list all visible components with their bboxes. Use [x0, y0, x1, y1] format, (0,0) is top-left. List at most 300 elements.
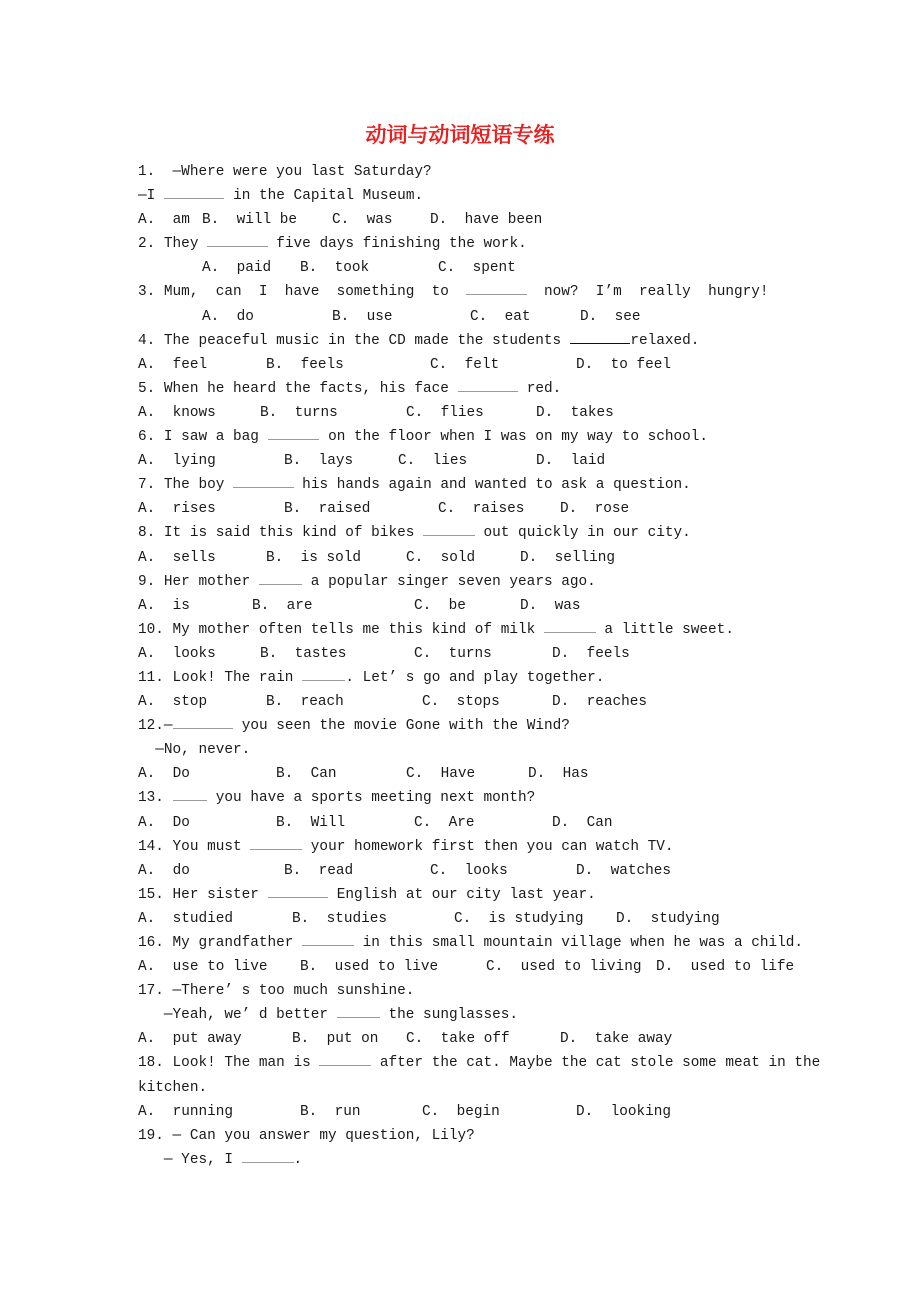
option-d [528, 762, 588, 786]
option-text: lays [318, 453, 354, 470]
option-d [576, 353, 671, 377]
option-d [552, 642, 630, 666]
option-c [438, 256, 516, 280]
option-d [560, 497, 629, 521]
answer-blank [242, 1148, 294, 1163]
option-a [138, 907, 233, 931]
question-text-segment: 8. It is said this kind of bikes [138, 525, 423, 542]
question-text [138, 160, 788, 184]
question-text-segment: 7. The boy [138, 477, 233, 494]
option-text: lies [432, 453, 468, 470]
option-label: A. [138, 501, 164, 518]
question-text-segment: 9. Her mother [138, 573, 259, 590]
option-a [138, 690, 207, 714]
option-label: B. [284, 501, 310, 518]
option-text: studied [172, 910, 234, 927]
answer-blank [570, 329, 631, 344]
option-label: A. [138, 1031, 164, 1048]
question-text-segment: . Let’ s go and play together. [345, 669, 605, 686]
question-item [138, 666, 788, 714]
option-label: A. [138, 597, 164, 614]
option-text: paid [236, 260, 272, 277]
option-label: D. [430, 212, 456, 229]
option-text: Has [562, 766, 589, 783]
option-d [580, 305, 640, 329]
option-label: B. [332, 308, 358, 325]
option-a [138, 1100, 233, 1124]
question-text-segment: 10. My mother often tells me this kind of milk [138, 621, 544, 638]
option-label: D. [552, 645, 578, 662]
option-text: raises [472, 501, 525, 518]
option-c [332, 208, 392, 232]
question-text [138, 738, 788, 762]
question-text [138, 1076, 788, 1100]
option-a [138, 594, 190, 618]
option-label: A. [202, 260, 228, 277]
option-label: B. [284, 453, 310, 470]
option-d [520, 546, 615, 570]
option-a [138, 497, 216, 521]
option-label: D. [580, 308, 606, 325]
option-label: C. [414, 597, 440, 614]
question-text-segment: a little sweet. [595, 621, 734, 638]
answer-blank [337, 1003, 380, 1018]
options-row [138, 449, 788, 473]
option-text: running [172, 1103, 234, 1120]
question-text-segment: you have a sports meeting next month? [207, 790, 536, 807]
options-row [138, 642, 788, 666]
option-label: C. [430, 356, 456, 373]
option-d [536, 449, 605, 473]
option-label: B. [300, 1103, 326, 1120]
answer-blank [250, 835, 302, 850]
option-text: looking [610, 1103, 672, 1120]
option-label: B. [252, 597, 278, 614]
document-title: 动词与动词短语专练 [365, 123, 555, 147]
option-d [576, 859, 671, 883]
option-text: Have [440, 766, 476, 783]
option-a [138, 955, 268, 979]
question-text [138, 1051, 821, 1075]
option-label: C. [486, 959, 512, 976]
options-row [138, 497, 788, 521]
option-text: stops [456, 694, 500, 711]
option-c [486, 955, 641, 979]
option-label: B. [292, 910, 318, 927]
question-item [138, 786, 788, 834]
question-item [138, 835, 788, 883]
option-text: used to living [520, 959, 642, 976]
question-text [138, 473, 788, 497]
question-text-segment: your homework first then you can watch TV. [302, 838, 674, 855]
option-label: D. [656, 959, 682, 976]
option-text: Do [172, 766, 190, 783]
option-text: is sold [300, 549, 362, 566]
option-label: A. [202, 308, 228, 325]
option-text: sells [172, 549, 216, 566]
option-text: felt [464, 356, 500, 373]
option-text: use [366, 308, 393, 325]
option-text: looks [464, 862, 508, 879]
question-text-segment: red. [518, 380, 562, 397]
option-b [300, 256, 369, 280]
question-text-segment: five days finishing the work. [267, 236, 527, 253]
question-text [138, 570, 788, 594]
option-text: is studying [488, 910, 584, 927]
question-text-segment: 18. Look! The man is [138, 1055, 320, 1072]
option-label: B. [300, 959, 326, 976]
option-text: feels [300, 356, 344, 373]
question-item [138, 473, 788, 521]
question-text-segment: out quickly in our city. [474, 525, 691, 542]
question-item [138, 1124, 788, 1172]
option-a [202, 256, 271, 280]
option-label: D. [552, 814, 578, 831]
option-text: do [236, 308, 254, 325]
option-text: feel [172, 356, 208, 373]
question-text [138, 377, 788, 401]
question-text-segment: relaxed. [630, 332, 700, 349]
options-row [138, 256, 788, 280]
question-text [138, 184, 788, 208]
option-b [260, 401, 338, 425]
question-item [138, 160, 788, 232]
option-label: C. [332, 212, 358, 229]
option-text: sold [440, 549, 476, 566]
option-label: A. [138, 404, 164, 421]
option-text: Will [310, 814, 346, 831]
option-text: Are [448, 814, 475, 831]
question-item [138, 883, 788, 931]
option-d [616, 907, 720, 931]
option-label: B. [260, 645, 286, 662]
answer-blank [466, 280, 527, 295]
question-item [138, 570, 788, 618]
option-c [414, 594, 466, 618]
option-label: B. [266, 356, 292, 373]
option-b [284, 497, 370, 521]
option-label: B. [276, 814, 302, 831]
option-label: C. [414, 645, 440, 662]
option-label: D. [560, 1031, 586, 1048]
option-label: D. [616, 910, 642, 927]
option-text: am [172, 212, 190, 229]
option-label: A. [138, 212, 164, 229]
answer-blank [319, 1051, 371, 1066]
option-label: D. [528, 766, 554, 783]
option-text: read [318, 862, 354, 879]
option-text: raised [318, 501, 371, 518]
question-item [138, 1051, 821, 1123]
options-row [138, 690, 788, 714]
question-item [138, 931, 804, 979]
option-text: see [614, 308, 641, 325]
option-text: have been [464, 212, 543, 229]
option-label: B. [276, 766, 302, 783]
question-text-segment: English at our city last year. [328, 886, 596, 903]
option-text: turns [294, 404, 338, 421]
option-label: C. [454, 910, 480, 927]
question-text-segment: . [293, 1151, 303, 1168]
options-row [138, 546, 788, 570]
answer-blank [259, 570, 302, 585]
question-item [138, 377, 788, 425]
option-c [470, 305, 530, 329]
option-text: be [448, 597, 466, 614]
options-row [138, 955, 795, 979]
option-b [276, 762, 336, 786]
answer-blank [423, 521, 475, 536]
answer-blank [302, 931, 354, 946]
option-text: stop [172, 694, 208, 711]
option-label: D. [576, 862, 602, 879]
option-text: feels [586, 645, 630, 662]
question-item [138, 521, 788, 569]
option-text: was [366, 212, 393, 229]
option-text: flies [440, 404, 484, 421]
option-d [656, 955, 794, 979]
option-a [138, 353, 207, 377]
options-row [138, 401, 788, 425]
answer-blank [268, 883, 329, 898]
option-label: C. [438, 501, 464, 518]
option-label: D. [576, 356, 602, 373]
option-text: Can [310, 766, 337, 783]
option-text: takes [570, 404, 614, 421]
question-text-segment: — Yes, I [138, 1151, 242, 1168]
option-text: laid [570, 453, 606, 470]
option-label: C. [406, 766, 432, 783]
option-text: tastes [294, 645, 347, 662]
option-b [260, 642, 346, 666]
question-text-segment: —No, never. [138, 742, 251, 759]
question-text-segment: his hands again and wanted to ask a question. [293, 477, 691, 494]
option-label: A. [138, 549, 164, 566]
question-text-segment: the sunglasses. [379, 1007, 519, 1024]
question-text [138, 232, 788, 256]
question-text [138, 786, 788, 810]
option-a [138, 449, 216, 473]
option-c [430, 353, 499, 377]
option-label: C. [422, 694, 448, 711]
option-label: A. [138, 862, 164, 879]
option-text: take off [440, 1031, 510, 1048]
option-b [276, 811, 345, 835]
option-text: rises [172, 501, 216, 518]
question-text [138, 425, 788, 449]
options-row [138, 1027, 788, 1051]
option-b [252, 594, 312, 618]
option-text: begin [456, 1103, 500, 1120]
question-text-segment: 2. They [138, 236, 208, 253]
option-text: reaches [586, 694, 648, 711]
question-text [138, 1003, 788, 1027]
question-text [138, 666, 788, 690]
option-d [430, 208, 542, 232]
question-text [138, 521, 788, 545]
option-a [138, 1027, 242, 1051]
option-text: to feel [610, 356, 672, 373]
options-row [138, 762, 788, 786]
option-a [138, 642, 216, 666]
option-label: A. [138, 910, 164, 927]
option-label: A. [138, 959, 164, 976]
option-a [138, 208, 190, 232]
option-label: C. [438, 260, 464, 277]
option-d [520, 594, 580, 618]
option-c [414, 642, 492, 666]
question-text-segment: after the cat. Maybe the cat stole some meat in the [371, 1055, 821, 1072]
option-label: D. [536, 404, 562, 421]
option-text: will be [236, 212, 298, 229]
option-b [266, 546, 361, 570]
question-text-segment: you seen the movie Gone with the Wind? [233, 718, 570, 735]
option-label: D. [520, 597, 546, 614]
question-item [138, 329, 788, 377]
option-b [202, 208, 297, 232]
question-text [138, 835, 788, 859]
option-text: rose [594, 501, 630, 518]
question-text-segment: now? I’m really hungry! [526, 284, 769, 301]
option-c [406, 401, 484, 425]
option-text: spent [472, 260, 516, 277]
option-d [536, 401, 614, 425]
options-row [138, 1100, 788, 1124]
option-label: C. [422, 1103, 448, 1120]
option-text: do [172, 862, 190, 879]
answer-blank [173, 786, 208, 801]
answer-blank [233, 473, 294, 488]
option-b [284, 859, 353, 883]
option-text: are [286, 597, 313, 614]
question-text-segment: 16. My grandfather [138, 935, 303, 951]
option-text: selling [554, 549, 616, 566]
option-c [406, 546, 475, 570]
option-text: used to live [334, 959, 439, 976]
option-label: C. [406, 1031, 432, 1048]
question-text-segment: 6. I saw a bag [138, 429, 268, 446]
option-d [560, 1027, 672, 1051]
option-text: eat [504, 308, 531, 325]
option-label: C. [398, 453, 424, 470]
option-b [300, 955, 438, 979]
question-list [138, 160, 821, 1172]
question-text [138, 883, 788, 907]
option-c [414, 811, 474, 835]
options-row [138, 907, 788, 931]
question-item [138, 280, 788, 328]
option-label: D. [520, 549, 546, 566]
question-text-segment: a popular singer seven years ago. [302, 573, 596, 590]
option-label: D. [560, 501, 586, 518]
answer-blank [458, 377, 519, 392]
option-label: D. [576, 1103, 602, 1120]
option-a [138, 546, 216, 570]
option-text: watches [610, 862, 672, 879]
answer-blank [207, 232, 268, 247]
option-a [202, 305, 254, 329]
option-c [454, 907, 584, 931]
option-label: B. [260, 404, 286, 421]
option-a [138, 859, 190, 883]
option-c [406, 1027, 510, 1051]
option-text: took [334, 260, 370, 277]
option-text: turns [448, 645, 492, 662]
question-item [138, 425, 788, 473]
answer-blank [173, 714, 234, 729]
option-text: use to live [172, 959, 268, 976]
question-text-segment: in the Capital Museum. [224, 188, 424, 205]
option-text: lying [172, 453, 216, 470]
question-item [138, 979, 788, 1051]
option-a [138, 762, 190, 786]
question-text-segment: —I [138, 188, 164, 205]
question-text-segment: 4. The peaceful music in the CD made the students [138, 332, 570, 349]
option-label: B. [284, 862, 310, 879]
question-text-segment: in this small mountain village when he was a child. [353, 935, 804, 951]
option-text: used to life [690, 959, 795, 976]
option-text: looks [172, 645, 216, 662]
question-text-segment: 11. Look! The rain [138, 669, 303, 686]
options-row [138, 859, 788, 883]
option-label: C. [406, 404, 432, 421]
option-d [552, 690, 647, 714]
option-text: studies [326, 910, 388, 927]
question-text [138, 1148, 788, 1172]
option-text: reach [300, 694, 344, 711]
question-item [138, 714, 788, 786]
option-c [422, 690, 500, 714]
option-label: A. [138, 1103, 164, 1120]
option-label: B. [292, 1031, 318, 1048]
option-text: was [554, 597, 581, 614]
question-text [138, 329, 788, 353]
option-label: B. [266, 549, 292, 566]
question-text-segment: 17. —There’ s too much sunshine. [138, 983, 415, 1000]
option-label: B. [266, 694, 292, 711]
option-label: C. [406, 549, 432, 566]
option-b [292, 1027, 378, 1051]
question-text-segment: 12.— [138, 718, 173, 735]
option-label: D. [552, 694, 578, 711]
options-row [138, 594, 788, 618]
option-text: Do [172, 814, 190, 831]
question-text [138, 979, 788, 1003]
options-row [138, 208, 788, 232]
option-label: A. [138, 645, 164, 662]
question-item [138, 232, 788, 280]
option-text: run [334, 1103, 361, 1120]
question-text-segment: 1. —Where were you last Saturday? [138, 164, 432, 180]
option-c [422, 1100, 500, 1124]
answer-blank [268, 425, 320, 440]
option-b [266, 690, 344, 714]
answer-blank [302, 666, 345, 681]
option-text: knows [172, 404, 216, 421]
option-label: C. [414, 814, 440, 831]
option-text: put away [172, 1031, 242, 1048]
answer-blank [544, 618, 596, 633]
option-c [406, 762, 475, 786]
option-a [138, 401, 216, 425]
option-label: A. [138, 356, 164, 373]
question-text-segment: 13. [138, 790, 173, 807]
option-d [552, 811, 612, 835]
question-item [138, 618, 788, 666]
question-text [138, 714, 788, 738]
question-text-segment: —Yeah, we’ d better [138, 1007, 337, 1024]
options-row [138, 305, 788, 329]
